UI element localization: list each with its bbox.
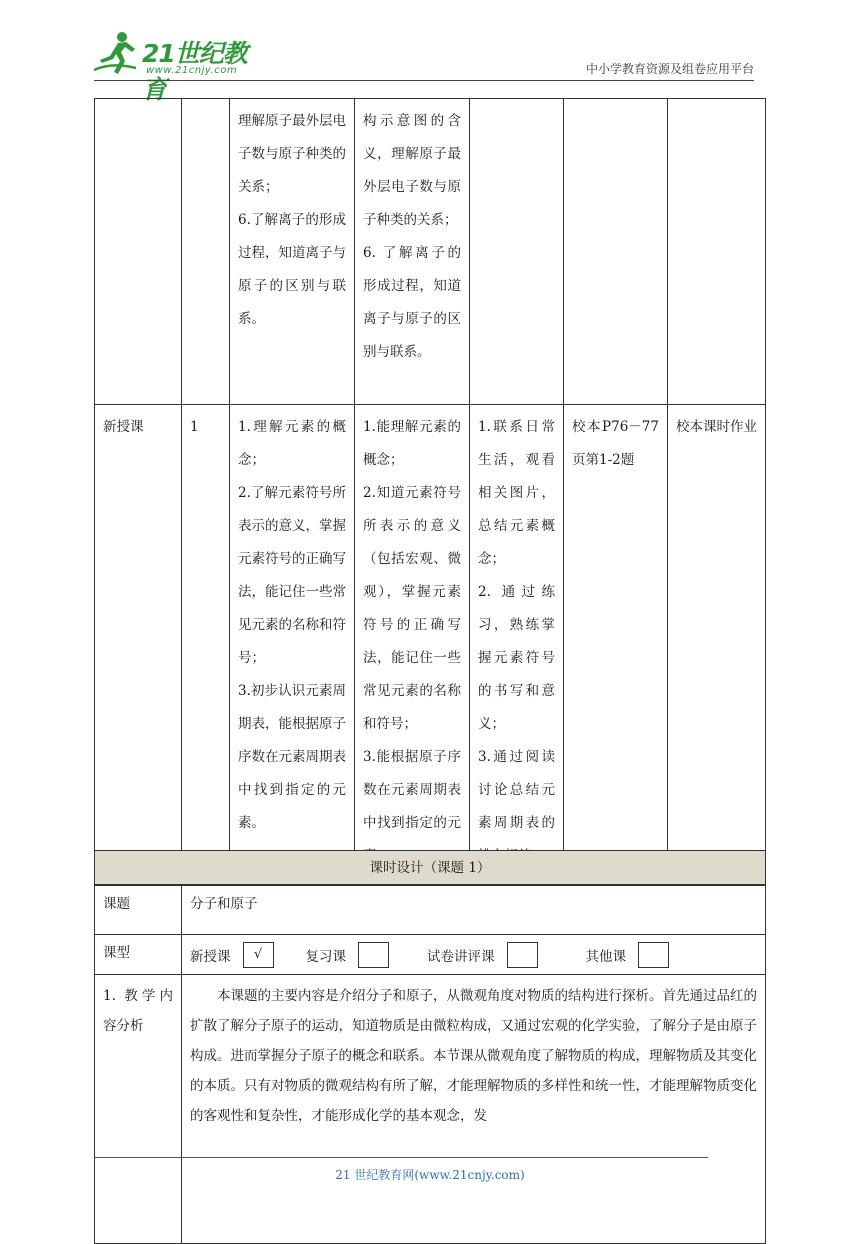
page-header	[0, 0, 860, 104]
table-cell	[94, 98, 181, 404]
table-cell	[181, 98, 229, 404]
table-cell: 理解原子最外层电子数与原子种类的关系； 6.了解离子的形成过程，知道离子与原子的区别与联系。	[229, 98, 354, 404]
type-option-review[interactable]	[306, 942, 390, 968]
table-cell: 构示意图的含义，理解原子最外层电子数与原子种类的关系； 6. 了解离子的形成过程，知道离子与原子的区别与联系。	[354, 98, 469, 404]
analysis-text-cell	[181, 974, 766, 1243]
logo-wordmark: 21世纪教育	[142, 39, 247, 104]
table-cell	[563, 98, 667, 404]
topic-value-cell	[181, 885, 766, 934]
analysis-label: 1. 教学内容分析	[103, 988, 173, 1034]
table-cell: 1.理解元素的概念； 2.了解元素符号所表示的意义，掌握元素符号的正确写法，能记住一些常见元素的名称和符号； 3.初步认识元素周期表，能根据原子序数在元素周期表中找到指定的元素。	[229, 404, 354, 850]
topic-label: 课题	[103, 896, 130, 912]
topic-row	[94, 885, 766, 934]
type-options-cell	[181, 934, 766, 974]
table-cell	[667, 98, 766, 404]
lesson-type-row	[94, 934, 766, 974]
type-option-label: 试卷讲评课	[427, 949, 495, 965]
type-option-exam-review[interactable]	[427, 942, 538, 968]
lesson-design-banner	[94, 850, 766, 885]
site-logo	[92, 30, 262, 104]
type-checkbox[interactable]	[638, 942, 669, 968]
table-cell: 校本课时作业	[667, 404, 766, 850]
type-label-cell	[94, 934, 181, 974]
logo-url: www.21cnjy.com	[146, 65, 238, 76]
runner-icon	[92, 30, 140, 76]
banner-title: 课时设计（课题 1）	[369, 860, 491, 876]
type-checkbox[interactable]	[507, 942, 538, 968]
platform-title: 中小学教育资源及组卷应用平台	[585, 62, 754, 76]
header-divider	[94, 80, 754, 81]
analysis-text: 本课题的主要内容是介绍分子和原子，从微观角度对物质的结构进行探析。首先通过品红的扩散了解分子原子的运动，知道物质是由微粒构成，又通过宏观的化学实验，了解分子是由原子构成。进而掌握分子原子的概念和联系。本节课从微观角度了解物质的构成，理解物质及其变化的本质。只有对物质的微观结构有所了解，才能理解物质的多样性和统一性，才能理解物质变化的客观性和复杂性，才能形成化学的基本观念，发	[190, 988, 757, 1124]
type-option-new[interactable]	[190, 942, 274, 968]
type-label: 课型	[103, 945, 130, 961]
table-cell: 新授课	[94, 404, 181, 850]
table-cell: 1	[181, 404, 229, 850]
table-row-new-lesson	[94, 404, 766, 850]
type-option-other[interactable]	[586, 942, 670, 968]
footer-link[interactable]: 21 世纪教育网(www.21cnjy.com)	[335, 1168, 525, 1182]
analysis-label-cell	[94, 974, 181, 1243]
type-option-label: 新授课	[190, 949, 231, 965]
topic-value: 分子和原子	[190, 896, 258, 912]
type-checkbox[interactable]: √	[243, 942, 274, 968]
footer-divider	[94, 1157, 708, 1158]
lesson-design-banner-row	[94, 850, 766, 885]
type-option-label: 其他课	[585, 949, 626, 965]
table-cell: 校本P76－77页第1-2题	[563, 404, 667, 850]
table-cell: 1.联系日常生活，观看相关图片，总结元素概念； 2. 通过练习，熟练掌握元素符号的书写和意义； 3.通过阅读讨论总结元素周期表的	[469, 404, 563, 850]
table-cell	[469, 98, 563, 404]
table-row-continued	[94, 98, 766, 404]
topic-label-cell	[94, 885, 181, 934]
type-checkbox[interactable]	[358, 942, 389, 968]
type-option-label: 复习课	[305, 949, 346, 965]
table-cell: 1.能理解元素的概念； 2.知道元素符号所表示的意义（包括宏观、微观），掌握元素符号的正确写法，能记住一些常见元素的名称和符号； 3.能根据原子序数在元素周期表中找到指定的元	[354, 404, 469, 850]
content-analysis-row	[94, 974, 766, 1244]
